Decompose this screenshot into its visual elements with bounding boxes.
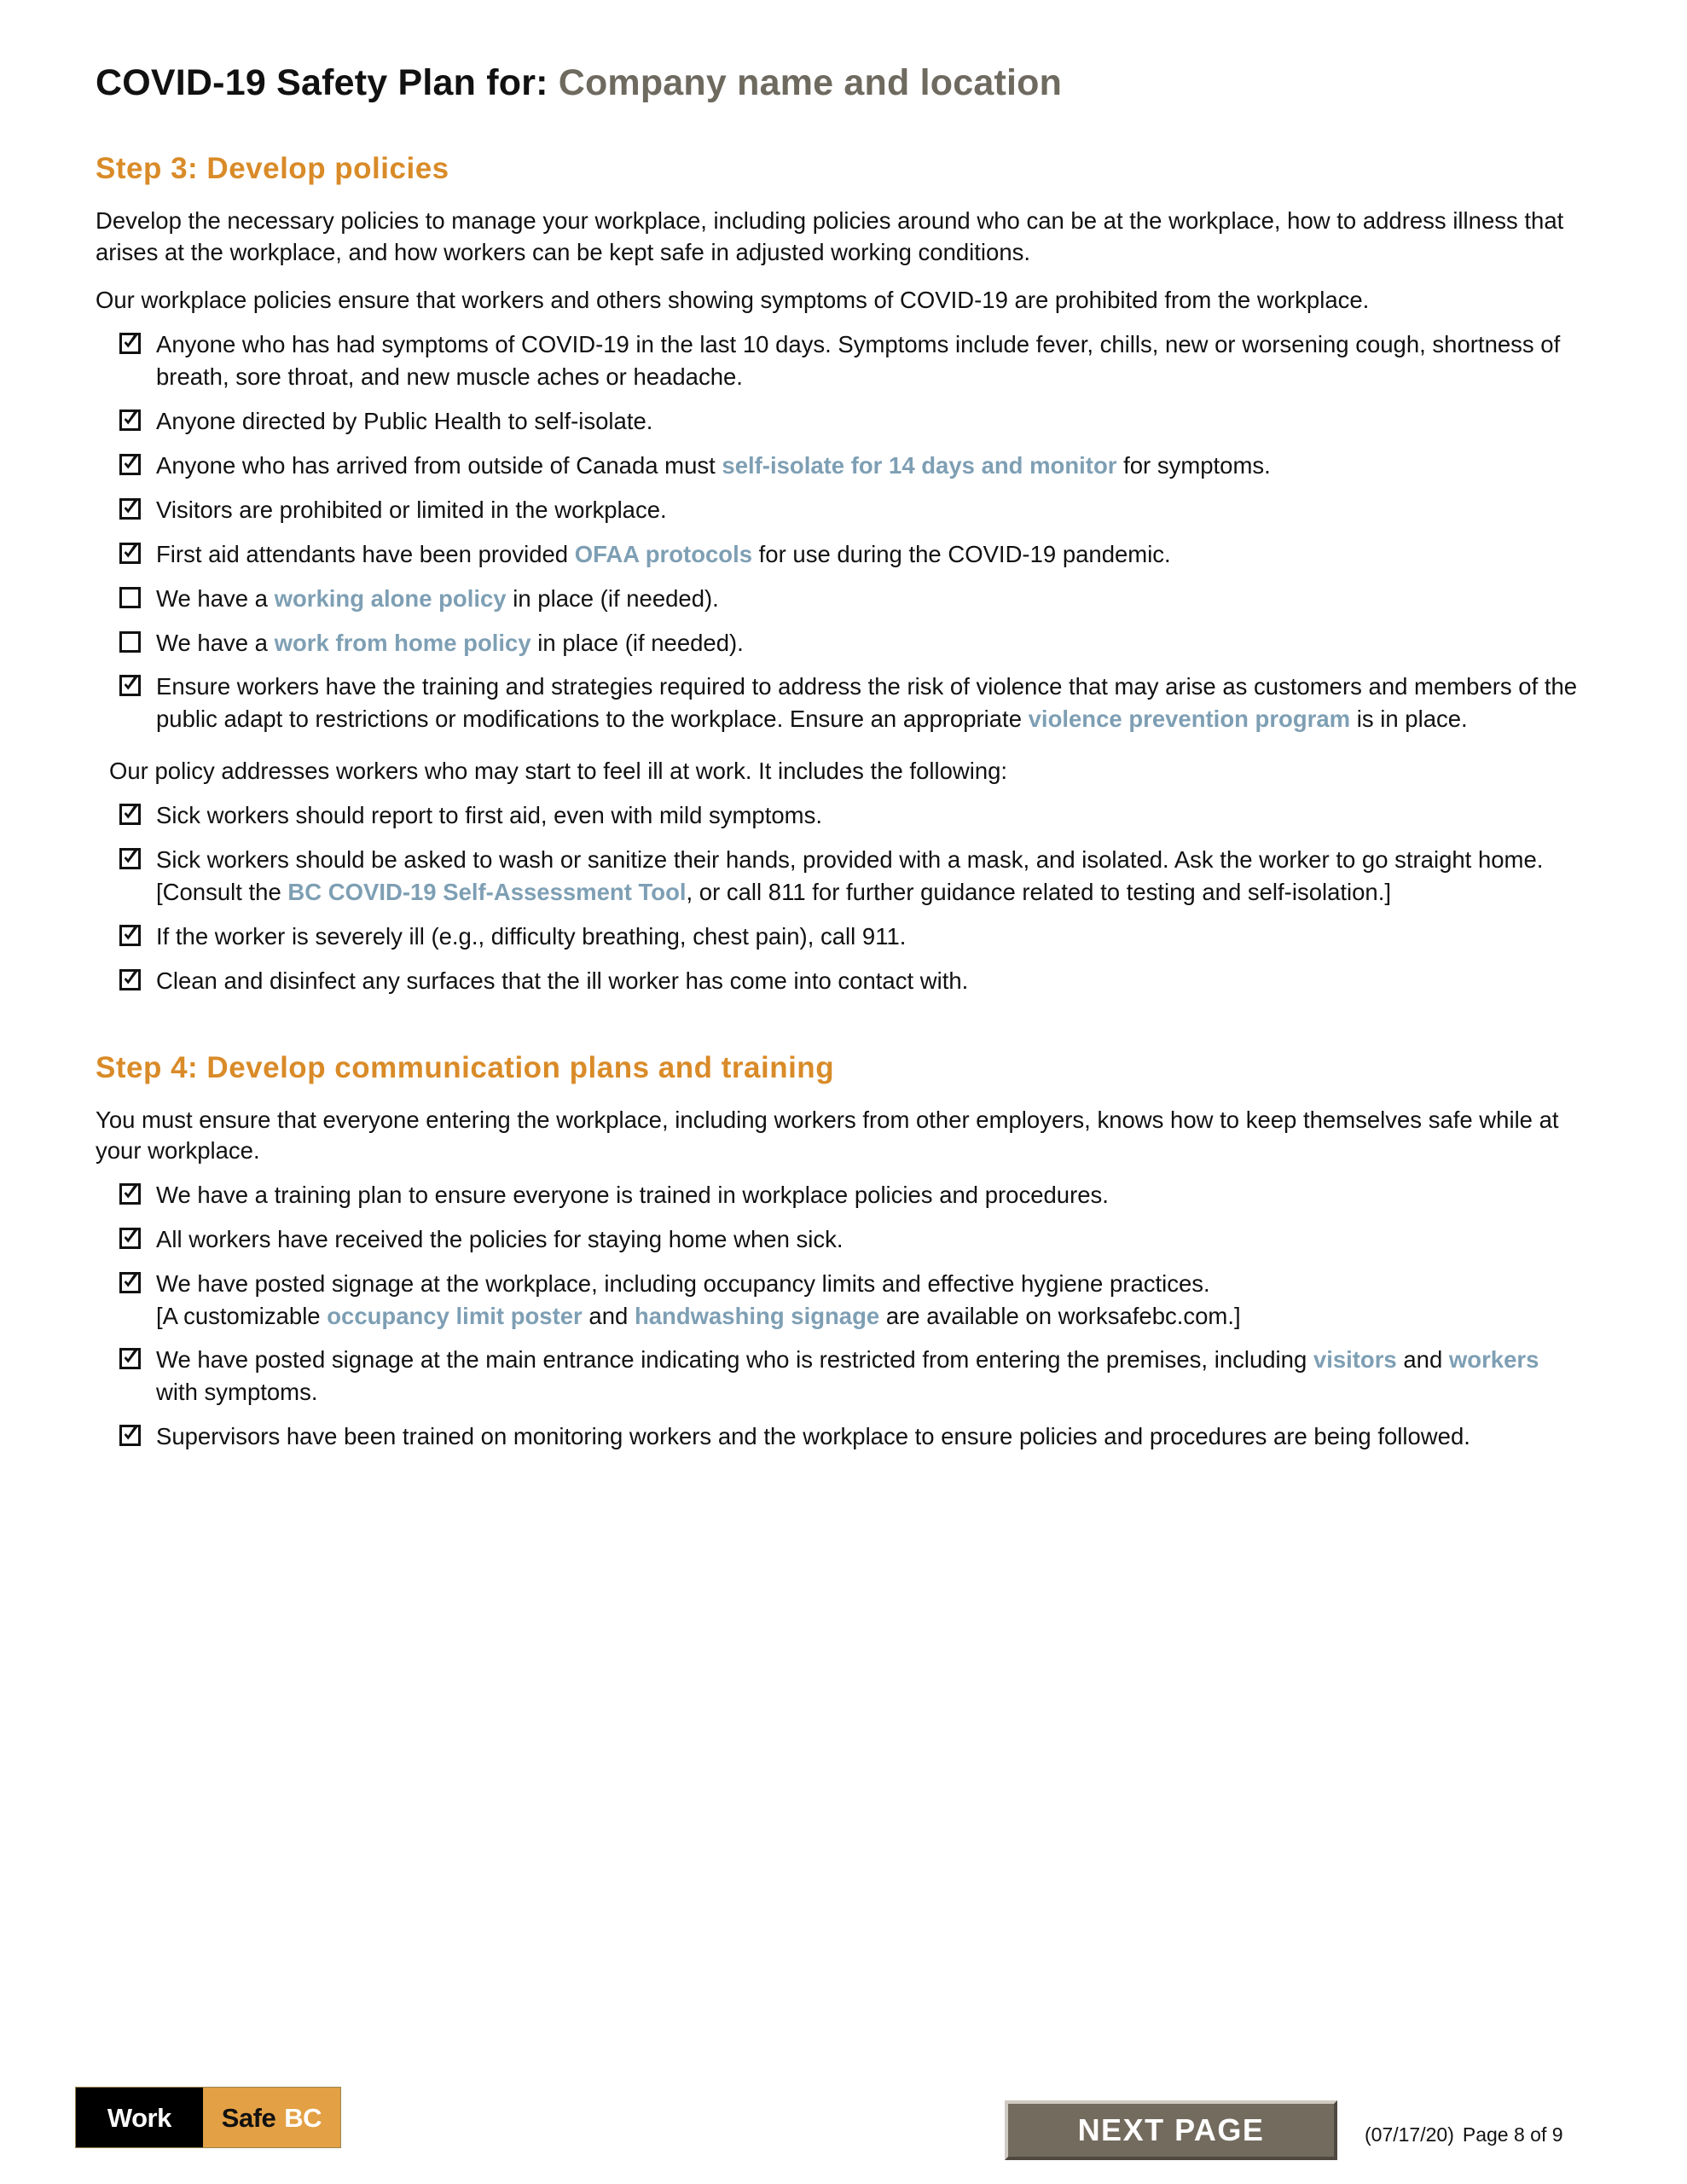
step4-heading: Step 4: Develop communication plans and training: [96, 1050, 835, 1084]
logo-text-bc: BC: [284, 2102, 322, 2133]
checklist-item[interactable]: [96, 583, 1585, 615]
step3-checklist: [96, 328, 1585, 735]
checkbox-checked-icon[interactable]: [119, 1272, 141, 1293]
checklist-item-label: Sick workers should be asked to wash or sanitize their hands, provided with a mask, and isolated. Ask the worker to go straight home. [Consult the BC COVID-19 Self-Assessment Tool, or call 811 for further guidance related to testing and self-isolation.]: [156, 845, 1544, 905]
inline-link[interactable]: occupancy limit poster: [327, 1302, 583, 1329]
checkbox-checked-icon[interactable]: [119, 675, 141, 696]
inline-link[interactable]: BC COVID-19 Self-Assessment Tool: [287, 878, 687, 905]
checklist-item[interactable]: [96, 405, 1585, 438]
inline-link[interactable]: work from home policy: [274, 629, 531, 656]
checklist-item[interactable]: [96, 1268, 1585, 1333]
checkbox-checked-icon[interactable]: [119, 848, 141, 869]
checklist-item[interactable]: [96, 538, 1585, 571]
checklist-item[interactable]: [96, 1179, 1585, 1211]
step3-policy-lead: Our policy addresses workers who may start to feel ill at work. It includes the following:: [109, 758, 1008, 785]
logo-text-work: Work: [107, 2102, 171, 2133]
checklist-item[interactable]: [96, 494, 1585, 526]
checkbox-checked-icon[interactable]: [119, 410, 141, 431]
inline-link[interactable]: visitors: [1313, 1346, 1397, 1374]
checklist-item-label: We have a working alone policy in place (if needed).: [156, 584, 719, 612]
checklist-item-label: Sick workers should report to first aid, even with mild symptoms.: [156, 801, 822, 828]
inline-link[interactable]: violence prevention program: [1028, 706, 1351, 733]
inline-link[interactable]: OFAA protocols: [574, 540, 753, 567]
revision-date: (07/17/20): [1365, 2123, 1454, 2146]
step4-checklist: [96, 1179, 1585, 1454]
page-title-company: Company name and location: [558, 62, 1063, 103]
checkbox-checked-icon[interactable]: [119, 1228, 141, 1249]
checkbox-unchecked-icon[interactable]: [119, 631, 141, 653]
checkbox-checked-icon[interactable]: [119, 543, 141, 564]
checklist-item[interactable]: [96, 1420, 1585, 1453]
page-number: Page 8 of 9: [1462, 2123, 1563, 2146]
checklist-item-label: If the worker is severely ill (e.g., difficulty breathing, chest pain), call 911.: [156, 922, 907, 950]
inline-link[interactable]: working alone policy: [274, 584, 507, 612]
checklist-item[interactable]: [96, 965, 1585, 997]
checkbox-checked-icon[interactable]: [119, 925, 141, 946]
logo-right-block: [203, 2088, 340, 2147]
checklist-item-label: We have posted signage at the workplace, including occupancy limits and effective hygiene practices. [A customizable occupancy limit poster and handwashing signage are available on worksafebc.com.]: [156, 1269, 1241, 1329]
checklist-item[interactable]: [96, 328, 1585, 393]
checkbox-checked-icon[interactable]: [119, 454, 141, 475]
page-title: [96, 63, 1585, 103]
checklist-item-label: We have a work from home policy in place (if needed).: [156, 629, 744, 656]
step3-policy-checklist: [96, 799, 1585, 997]
checkbox-checked-icon[interactable]: [119, 969, 141, 990]
checklist-item-label: First aid attendants have been provided OFAA protocols for use during the COVID-19 pandemic.: [156, 540, 1171, 567]
checkbox-checked-icon[interactable]: [119, 1183, 141, 1205]
checklist-item[interactable]: [96, 844, 1585, 909]
inline-link-secondary[interactable]: workers: [1448, 1346, 1539, 1374]
step3-intro-paragraph: Develop the necessary policies to manage your workplace, including policies around who can be at the workplace, how to address illness that arises at the workplace, and how workers can be kept safe in adjusted working conditions.: [96, 207, 1564, 265]
checkbox-checked-icon[interactable]: [119, 333, 141, 354]
worksafebc-logo: [75, 2087, 341, 2148]
checklist-item[interactable]: [96, 799, 1585, 832]
checklist-item-label: Anyone who has arrived from outside of Canada must self-isolate for 14 days and monitor for symptoms.: [156, 451, 1271, 479]
inline-link[interactable]: self-isolate for 14 days and monitor: [722, 451, 1117, 479]
checklist-item-label: Ensure workers have the training and strategies required to address the risk of violence that may arise as customers and members of the public adapt to restrictions or modifications to the workplace. Ensure an appropriate violence prevention program is in place.: [156, 673, 1578, 733]
checklist-item-label: Visitors are prohibited or limited in the workplace.: [156, 496, 667, 523]
checklist-item[interactable]: [96, 1344, 1585, 1409]
checklist-item-label: Anyone who has had symptoms of COVID-19 in the last 10 days. Symptoms include fever, chills, new or worsening cough, shortness of breath, sore throat, and new muscle aches or headache.: [156, 330, 1561, 390]
checkbox-checked-icon[interactable]: [119, 1425, 141, 1446]
checkbox-checked-icon[interactable]: [119, 498, 141, 520]
page-footer: [0, 2030, 1687, 2184]
checklist-item[interactable]: [96, 1223, 1585, 1256]
checklist-item-label: We have posted signage at the main entrance indicating who is restricted from entering the premises, including visitors and workers with symptoms.: [156, 1346, 1539, 1406]
page-meta: [1365, 2123, 1563, 2146]
checklist-item-label: Supervisors have been trained on monitoring workers and the workplace to ensure policies and procedures are being followed.: [156, 1423, 1470, 1450]
checklist-item[interactable]: [96, 671, 1585, 735]
checklist-item-label: Anyone directed by Public Health to self-isolate.: [156, 407, 653, 434]
step3-heading: Step 3: Develop policies: [96, 152, 449, 186]
step4-intro-paragraph: You must ensure that everyone entering the workplace, including workers from other employers, knows how to keep themselves safe while at your workplace.: [96, 1106, 1559, 1165]
checkbox-checked-icon[interactable]: [119, 804, 141, 825]
checklist-item-label: Clean and disinfect any surfaces that the ill worker has come into contact with.: [156, 967, 969, 994]
checkbox-checked-icon[interactable]: [119, 1348, 141, 1369]
page-title-main: COVID-19 Safety Plan for:: [96, 62, 548, 103]
logo-left-block: [76, 2088, 203, 2147]
logo-text-safe: Safe: [221, 2102, 276, 2133]
next-page-button[interactable]: NEXT PAGE: [1005, 2100, 1337, 2160]
inline-link-secondary[interactable]: handwashing signage: [634, 1302, 880, 1329]
checkbox-unchecked-icon[interactable]: [119, 587, 141, 608]
checklist-item[interactable]: [96, 921, 1585, 953]
checklist-item[interactable]: [96, 450, 1585, 482]
checklist-item-label: We have a training plan to ensure everyone is trained in workplace policies and procedures.: [156, 1181, 1109, 1208]
checklist-item-label: All workers have received the policies for staying home when sick.: [156, 1225, 844, 1252]
step3-lead-paragraph: Our workplace policies ensure that workers and others showing symptoms of COVID-19 are prohibited from the workplace.: [96, 287, 1370, 314]
checklist-item[interactable]: [96, 627, 1585, 659]
